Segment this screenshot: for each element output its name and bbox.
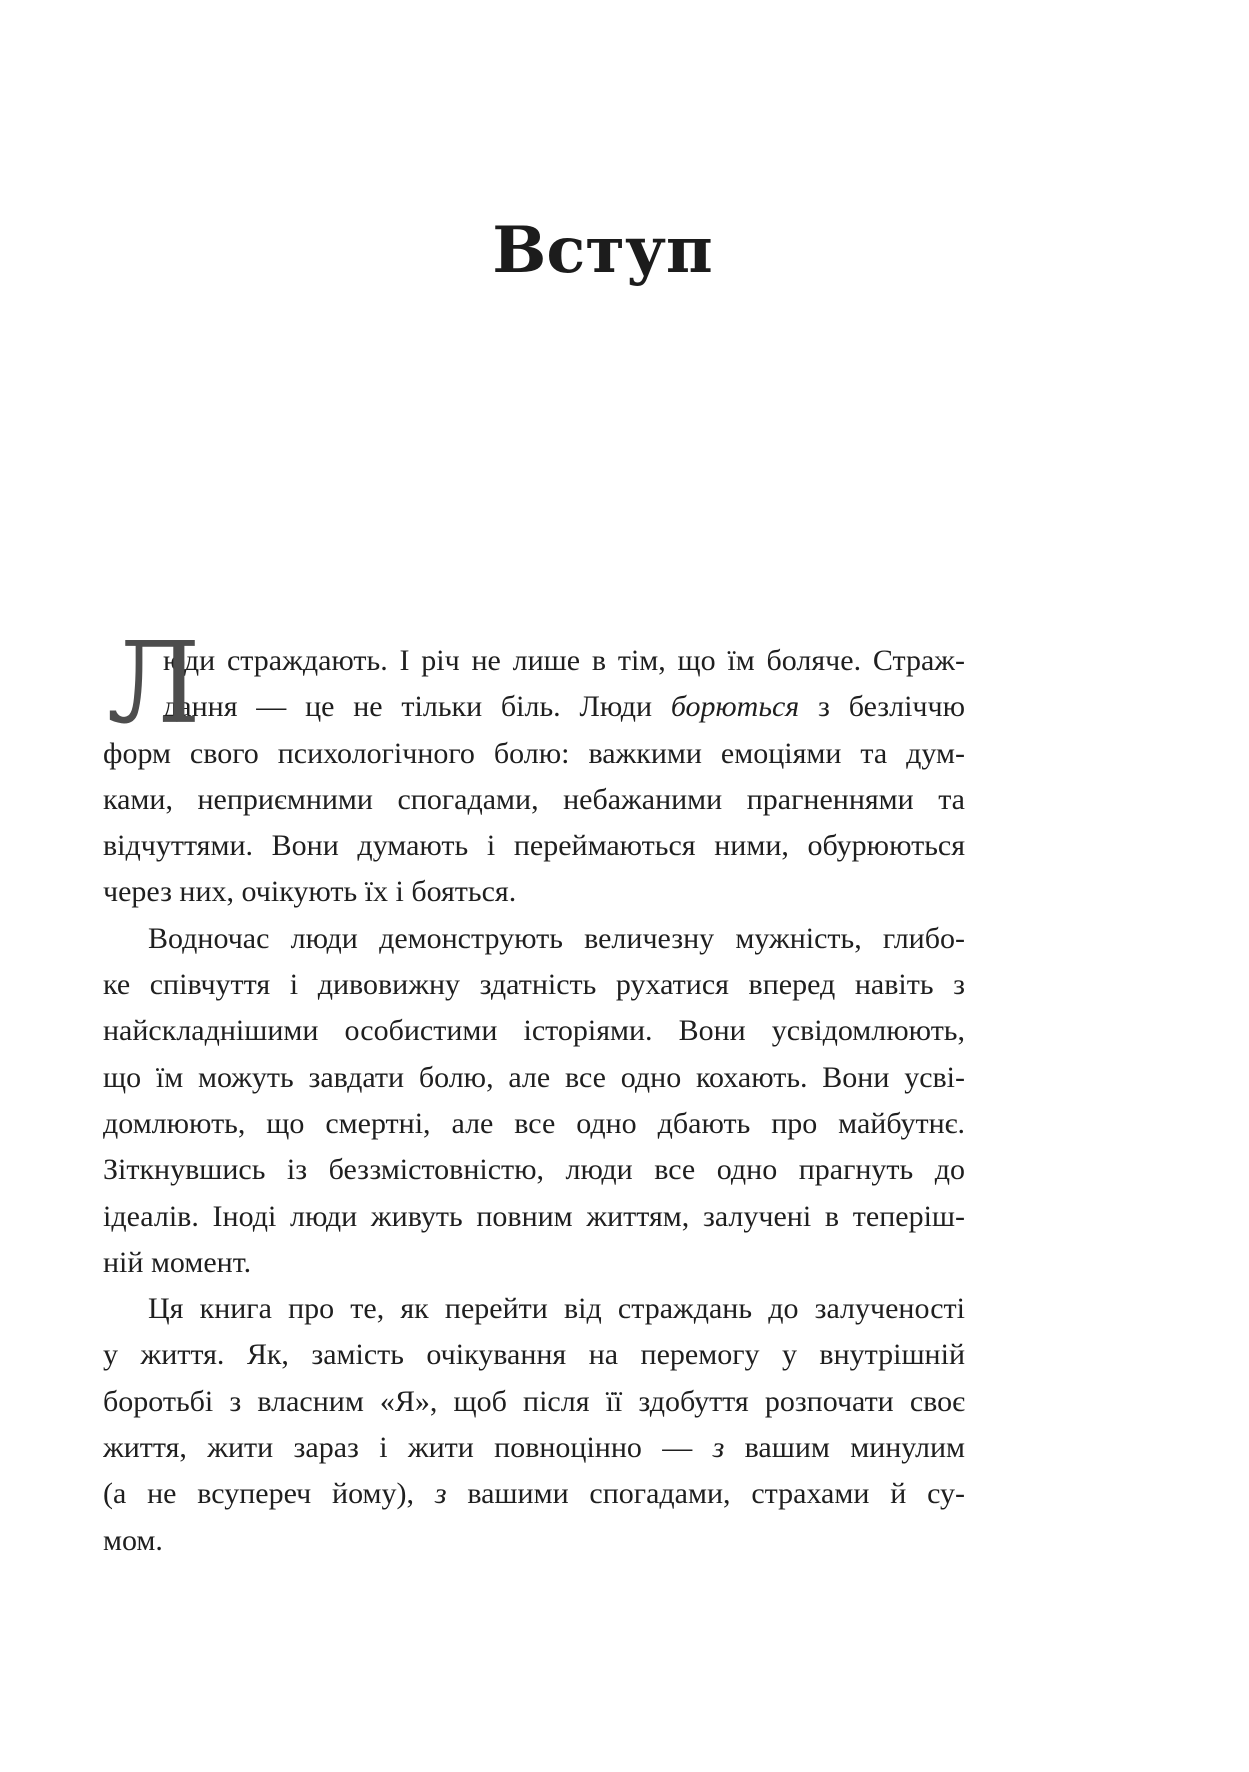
text-line [103, 777, 965, 823]
text-segment: у життя. Як, замість очікування на перемогу у внутрішній [103, 1338, 965, 1372]
text-line [103, 962, 965, 1008]
text-segment: дання — це не тільки біль. Люди [163, 690, 671, 724]
italic-text-segment: з [434, 1477, 447, 1511]
text-segment: вашими спогадами, страхами й су- [446, 1477, 965, 1511]
paragraph [103, 638, 965, 916]
body-text [103, 619, 965, 1564]
text-segment: Ця книга про те, як перейти від страждань до залученості [148, 1292, 965, 1326]
text-segment: домлюють, що смертні, але все одно дбають про майбутнє. [103, 1106, 965, 1140]
text-line [103, 1518, 965, 1564]
text-line [103, 1379, 965, 1425]
text-line [103, 1055, 965, 1101]
text-line [103, 684, 965, 730]
text-line [103, 916, 965, 962]
text-line [103, 1425, 965, 1471]
text-segment: відчуттями. Вони думають і переймаються ними, обурюються [103, 829, 965, 863]
text-line [103, 638, 965, 684]
chapter-title: Вступ [492, 212, 713, 288]
text-segment: ідеалів. Іноді люди живуть повним життям, залучені в теперіш- [103, 1199, 965, 1233]
text-segment: мом. [103, 1523, 163, 1557]
text-segment: ке співчуття і дивовижну здатність рухатися вперед навіть з [103, 968, 965, 1002]
text-segment: що їм можуть завдати болю, але все одно кохають. Вони усві- [103, 1060, 965, 1094]
text-segment: життя, жити зараз і жити повноцінно — [103, 1431, 713, 1465]
text-segment: Зіткнувшись із беззмістовністю, люди все одно прагнуть до [103, 1153, 965, 1187]
text-line [103, 1332, 965, 1378]
text-segment: вашим минулим [724, 1431, 965, 1465]
text-line [103, 1471, 965, 1517]
paragraph [103, 916, 965, 1286]
text-line [103, 823, 965, 869]
text-segment: юди страждають. І річ не лише в тім, що їм боляче. Страж- [163, 644, 965, 677]
drop-cap-letter: Л [107, 619, 201, 749]
text-segment: найскладнішими особистими історіями. Вони усвідомлюють, [103, 1014, 965, 1048]
text-line [103, 1008, 965, 1054]
text-line [103, 1194, 965, 1240]
text-segment: з безліччю [799, 690, 965, 724]
text-line [103, 1147, 965, 1193]
text-segment: ками, неприємними спогадами, небажаними прагненнями та [103, 782, 965, 816]
text-line [103, 1240, 965, 1286]
text-line [103, 1101, 965, 1147]
text-segment: боротьбі з власним «Я», щоб після її здобуття розпочати своє [103, 1384, 965, 1418]
text-line [103, 731, 965, 777]
text-line [103, 869, 965, 915]
text-segment: через них, очікують їх і бояться. [103, 875, 517, 909]
text-segment: ній момент. [103, 1245, 252, 1279]
italic-text-segment: борються [670, 690, 800, 724]
text-segment: форм свого психологічного болю: важкими емоціями та дум- [103, 736, 965, 770]
text-segment: (а не всупереч йому), [103, 1477, 435, 1511]
italic-text-segment: з [712, 1431, 725, 1465]
text-line [103, 1286, 965, 1332]
text-segment: Водночас люди демонструють величезну мужність, глибо- [148, 921, 965, 955]
paragraph [103, 1286, 965, 1564]
